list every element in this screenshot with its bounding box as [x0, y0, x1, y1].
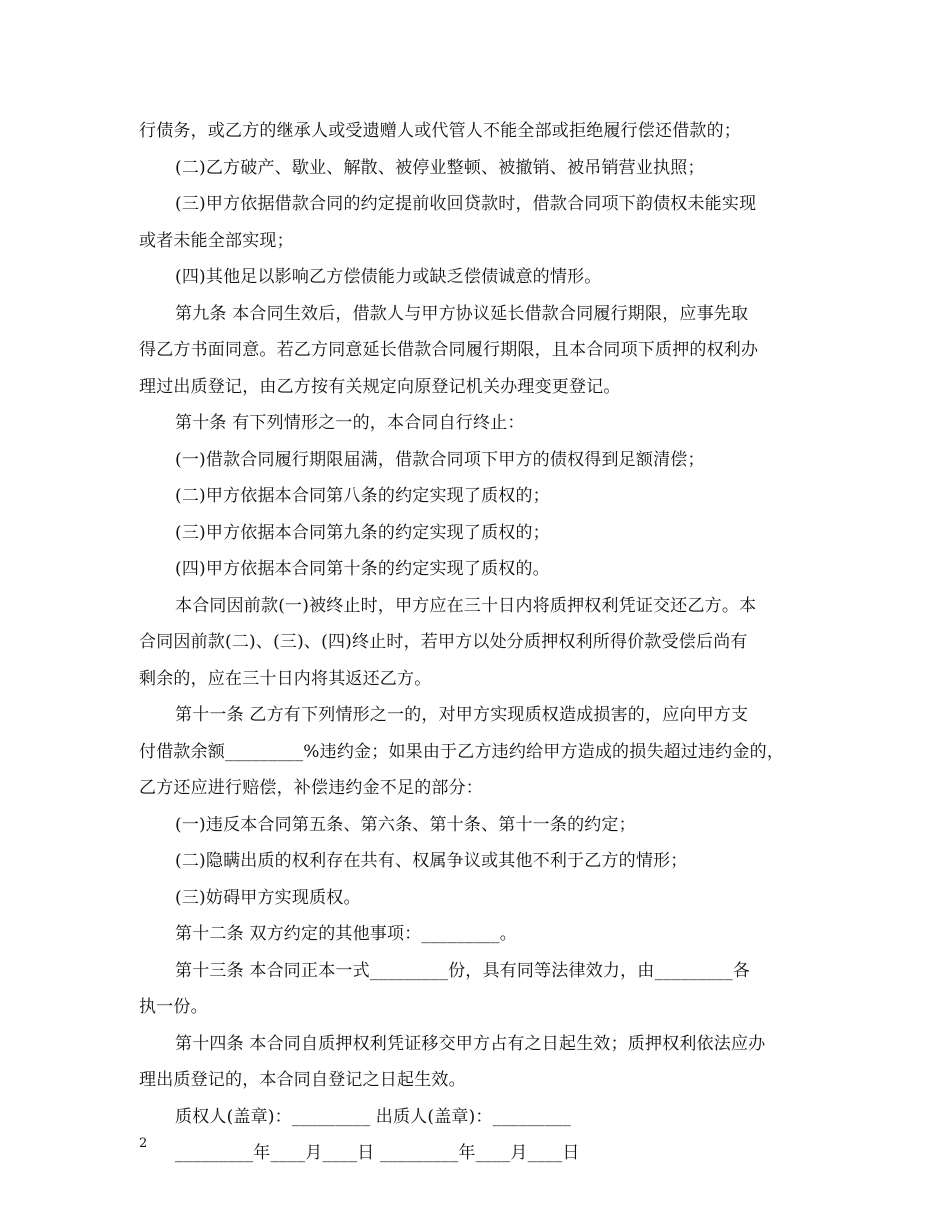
text-line: 乙方还应进行赔偿，补偿违约金不足的部分： — [139, 778, 483, 798]
text-line: 得乙方书面同意。若乙方同意延长借款合同履行期限，且本合同项下质押的权利办 — [139, 340, 759, 360]
text-line: (四)甲方依据本合同第十条的约定实现了质权的。 — [175, 559, 550, 579]
text-line: 执一份。 — [139, 997, 208, 1017]
article-13-line: 第十三条 本合同正本一式_________份，具有同等法律效力，由_________各 — [175, 960, 751, 981]
text-line: (一)借款合同履行期限届满，借款合同项下甲方的债权得到足额清偿； — [175, 449, 705, 470]
text-line: 付借款余额_________%违约金；如果由于乙方违约给甲方造成的损失超过违约金的， — [139, 741, 785, 762]
text-line: (二)乙方破产、歇业、解散、被停业整顿、被撤销、被吊销营业执照； — [175, 157, 705, 178]
text-line: (三)妨碍甲方实现质权。 — [175, 887, 361, 908]
text-line: 合同因前款(二)、(三)、(四)终止时，若甲方以处分质押权利所得价款受偿后尚有 — [139, 632, 748, 652]
text-line: (四)其他足以影响乙方偿债能力或缺乏偿债诚意的情形。 — [175, 267, 602, 287]
page-number: 2 — [139, 1136, 148, 1151]
article-14-line: 第十四条 本合同自质押权利凭证移交甲方占有之日起生效；质押权利依法应办 — [175, 1033, 766, 1054]
text-line: (二)隐瞒出质的权利存在共有、权属争议或其他不利于乙方的情形； — [175, 851, 688, 871]
date-line: _________年____月____日 _________年____月____日 — [175, 1143, 580, 1163]
article-12-line: 第十二条 双方约定的其他事项：_________。 — [175, 924, 517, 944]
text-line: 理出质登记的，本合同自登记之日起生效。 — [139, 1070, 466, 1090]
text-line: 理过出质登记，由乙方按有关规定向原登记机关办理变更登记。 — [139, 376, 621, 397]
text-line: 或者未能全部实现； — [139, 230, 294, 251]
text-line: (二)甲方依据本合同第八条的约定实现了质权的； — [175, 486, 550, 506]
text-line: 剩余的，应在三十日内将其返还乙方。 — [139, 668, 432, 689]
signature-line: 质权人(盖章)：_________ 出质人(盖章)：_________ — [175, 1106, 571, 1127]
article-11-line: 第十一条 乙方有下列情形之一的，对甲方实现质权造成损害的，应向甲方支 — [175, 705, 749, 725]
text-line: (三)甲方依据本合同第九条的约定实现了质权的； — [175, 522, 550, 543]
article-9-line: 第九条 本合同生效后，借款人与甲方协议延长借款合同履行期限，应事先取 — [175, 303, 749, 324]
text-line: (一)违反本合同第五条、第六条、第十条、第十一条的约定； — [175, 814, 636, 835]
document-body — [139, 113, 811, 1172]
text-line: 本合同因前款(一)被终止时，甲方应在三十日内将质押权利凭证交还乙方。本 — [175, 595, 757, 616]
text-line: (三)甲方依据借款合同的约定提前收回贷款时，借款合同项下韵债权未能实现 — [175, 194, 757, 214]
text-line: 行债务，或乙方的继承人或受遗赠人或代管人不能全部或拒绝履行偿还借款的； — [139, 121, 741, 141]
article-10-line: 第十条 有下列情形之一的，本合同自行终止： — [175, 413, 525, 433]
